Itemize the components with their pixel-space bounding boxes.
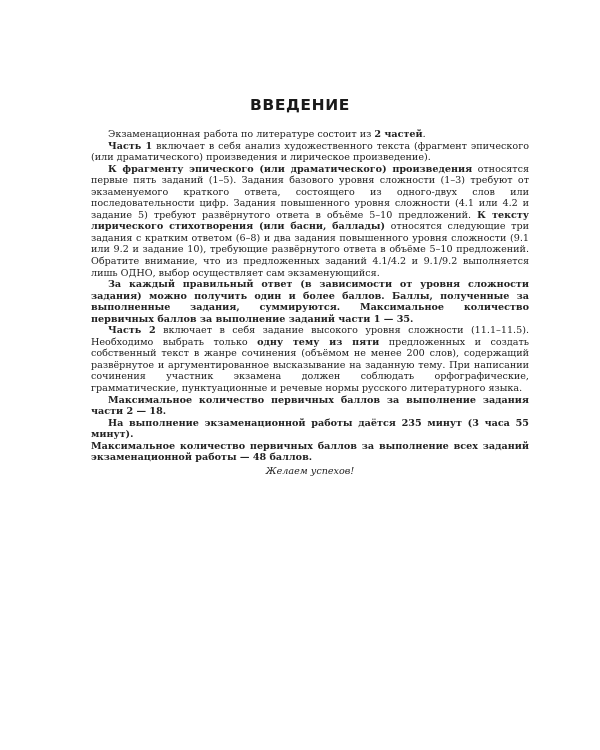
text: относятся следующие три задания с кратким ответом (6–8) и два задания повышенного уровня сложности (9.1 или 9.2 и задание 10), требующие развёрнутого ответа в объёме 5–10 предложений. Обратите внимание, что из предложенных заданий 4.1/4.2 и 9.1/9.2 выполняется лишь ОДНО, выбор осуществляет сам экзаменующийся. (91, 221, 529, 279)
text: относятся первые пять заданий (1–5). Задания базового уровня сложности (1–3) требуют от экзаменуемого краткого ответа, состоящего из одного-двух слов или последовательности цифр. Задания повышенного уровня сложности (4.1 или 4.2 и задание 5) требуют развёрнутого ответа в объёме 5–10 предложений. (91, 163, 530, 221)
paragraph-part-1-tasks (91, 164, 529, 279)
closing-wish: Желаем успехов! (265, 465, 355, 477)
paragraph-part-1-scoring (91, 279, 529, 325)
text: включает в себя задание высокого уровня сложности (11.1–11.5). Необходимо выбрать только (91, 325, 529, 348)
bold-text: 2 частей (374, 129, 423, 140)
text: Экзаменационная работа по литературе состоит из (108, 129, 375, 140)
bold-text: За каждый правильный ответ (в зависимости от уровня сложности задания) можно получить один и более баллов. Баллы, полученные за выполненные задания, суммируются. Максимальное количество первичных баллов за выполнение заданий части 1 — 35. (91, 279, 529, 325)
paragraph-time (91, 418, 529, 441)
paragraph-total-score (91, 441, 529, 464)
bold-text: одну тему из пяти (257, 336, 380, 348)
bold-text: На выполнение экзаменационной работы даётся 235 минут (3 часа 55 минут). (91, 417, 529, 441)
bold-text: К тексту лирического стихотворения (или басни, баллады) (91, 209, 529, 233)
document-body (91, 129, 529, 477)
text: включает в себя анализ художественного текста (фрагмент эпического (или драматического) произведения и лирическое произведение). (91, 140, 529, 164)
bold-text: Максимальное количество первичных баллов за выполнение задания части 2 — 18. (91, 394, 529, 418)
paragraph-part-2-scoring (91, 395, 529, 418)
bold-text: Часть 1 (108, 140, 153, 152)
paragraph-part-1 (91, 141, 529, 164)
text: . (422, 129, 426, 140)
text: предложенных и создать собственный текст в жанре сочинения (объёмом не менее 200 слов), содержащий развёрнутое и аргументированное высказывание на заданную тему. При написании сочинения участник экзамена должен соблюдать орфографические, грамматические, пунктуационные и речевые нормы русского литературного языка. (91, 336, 529, 395)
bold-text: Максимальное количество первичных баллов за выполнение всех заданий экзаменационной работы — 48 баллов. (91, 440, 529, 464)
paragraph-exam-structure (91, 129, 529, 141)
bold-text: Часть 2 (108, 325, 156, 337)
paragraph-part-2 (91, 325, 529, 394)
bold-text: К фрагменту эпического (или драматического) произведения (108, 163, 473, 175)
page-title: ВВЕДЕНИЕ (250, 96, 350, 114)
